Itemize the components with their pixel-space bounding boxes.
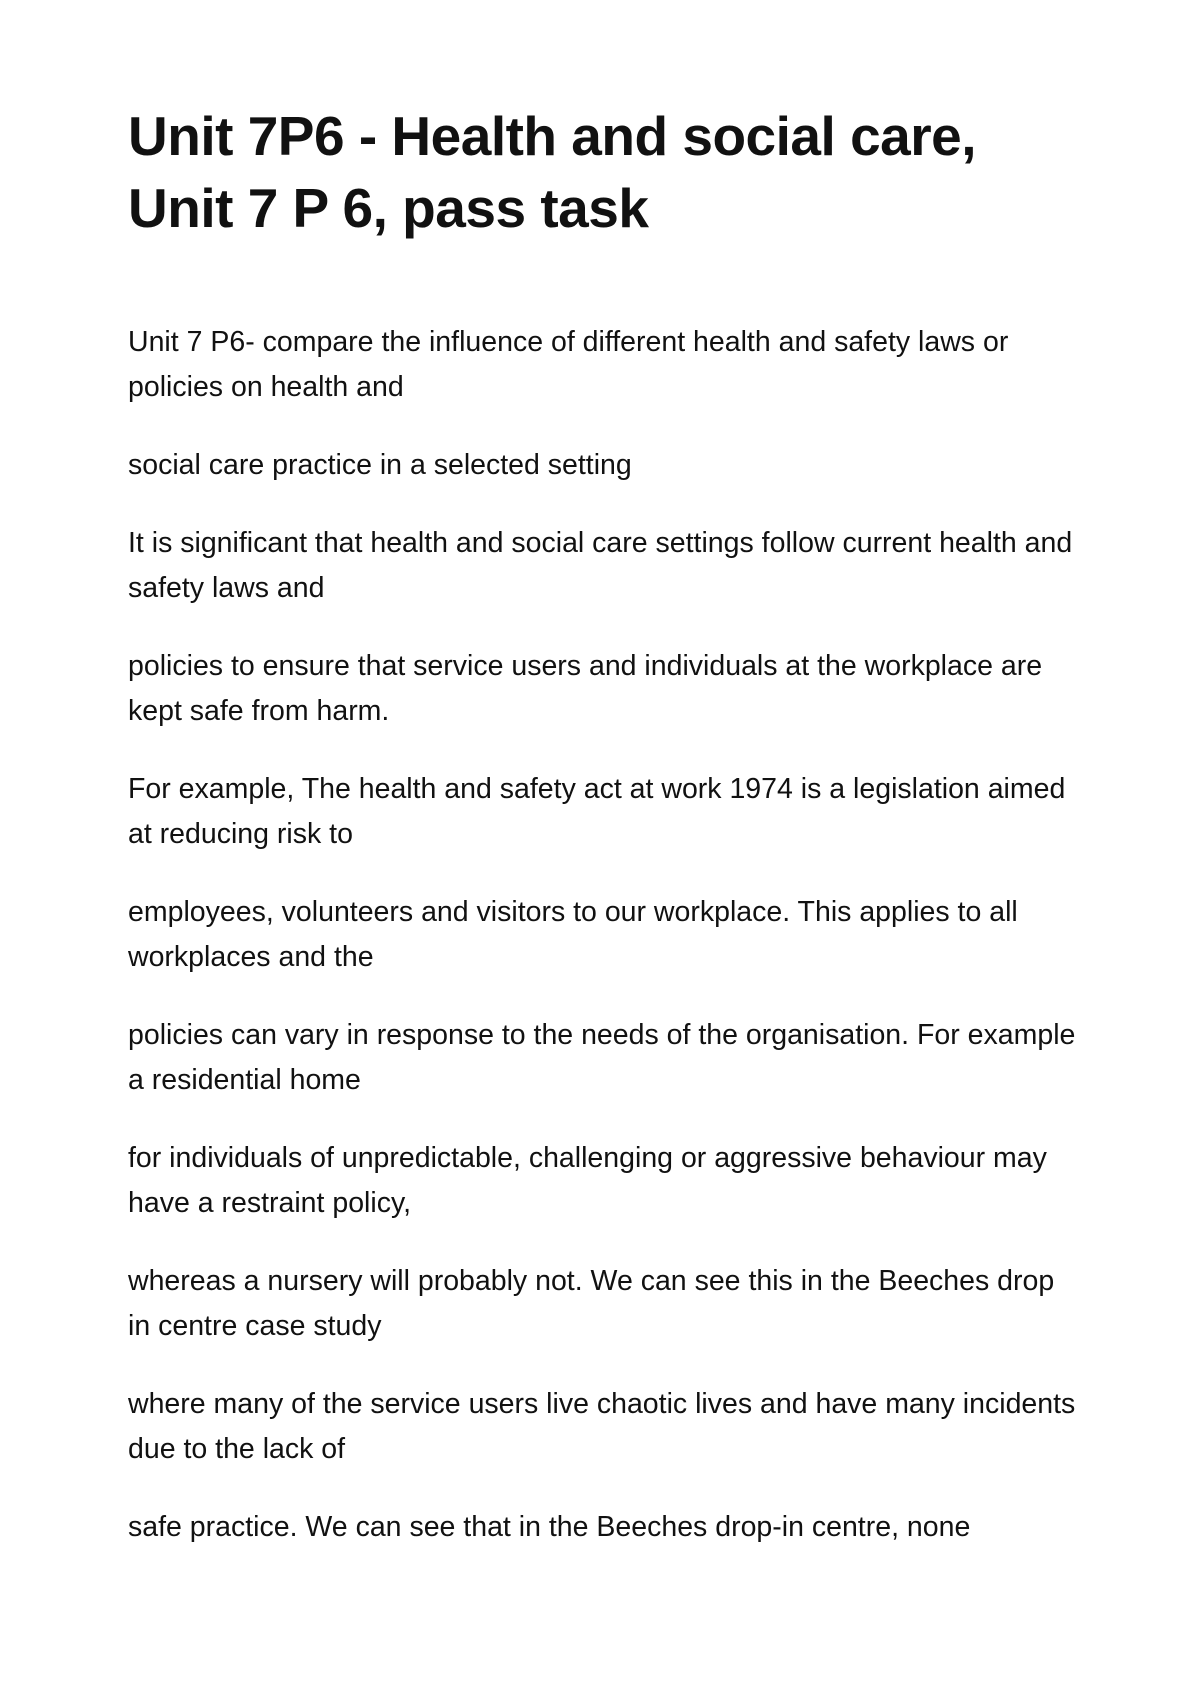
paragraph-9: whereas a nursery will probably not. We can see this in the Beeches drop in centre case study xyxy=(128,1265,1055,1342)
paragraph-4: policies to ensure that service users and individuals at the workplace are kept safe from harm. xyxy=(128,650,1043,727)
paragraph-8: for individuals of unpredictable, challenging or aggressive behaviour may have a restraint policy, xyxy=(128,1142,1047,1219)
paragraph-11: safe practice. We can see that in the Beeches drop-in centre, none xyxy=(128,1511,971,1543)
paragraph-2: social care practice in a selected setting xyxy=(128,449,632,481)
paragraph-3: It is significant that health and social care settings follow current health and safety laws and xyxy=(128,527,1073,604)
paragraph-7: policies can vary in response to the needs of the organisation. For example a residential home xyxy=(128,1019,1076,1096)
document-title: Unit 7P6 - Health and social care, Unit 7 P 6, pass task xyxy=(128,105,977,239)
paragraph-5: For example, The health and safety act at work 1974 is a legislation aimed at reducing risk to xyxy=(128,773,1066,850)
paragraph-6: employees, volunteers and visitors to our workplace. This applies to all workplaces and the xyxy=(128,896,1018,973)
paragraph-1: Unit 7 P6- compare the influence of different health and safety laws or policies on health and xyxy=(128,326,1009,403)
paragraph-10: where many of the service users live chaotic lives and have many incidents due to the lack of xyxy=(128,1388,1076,1465)
document-body xyxy=(128,320,1076,1550)
